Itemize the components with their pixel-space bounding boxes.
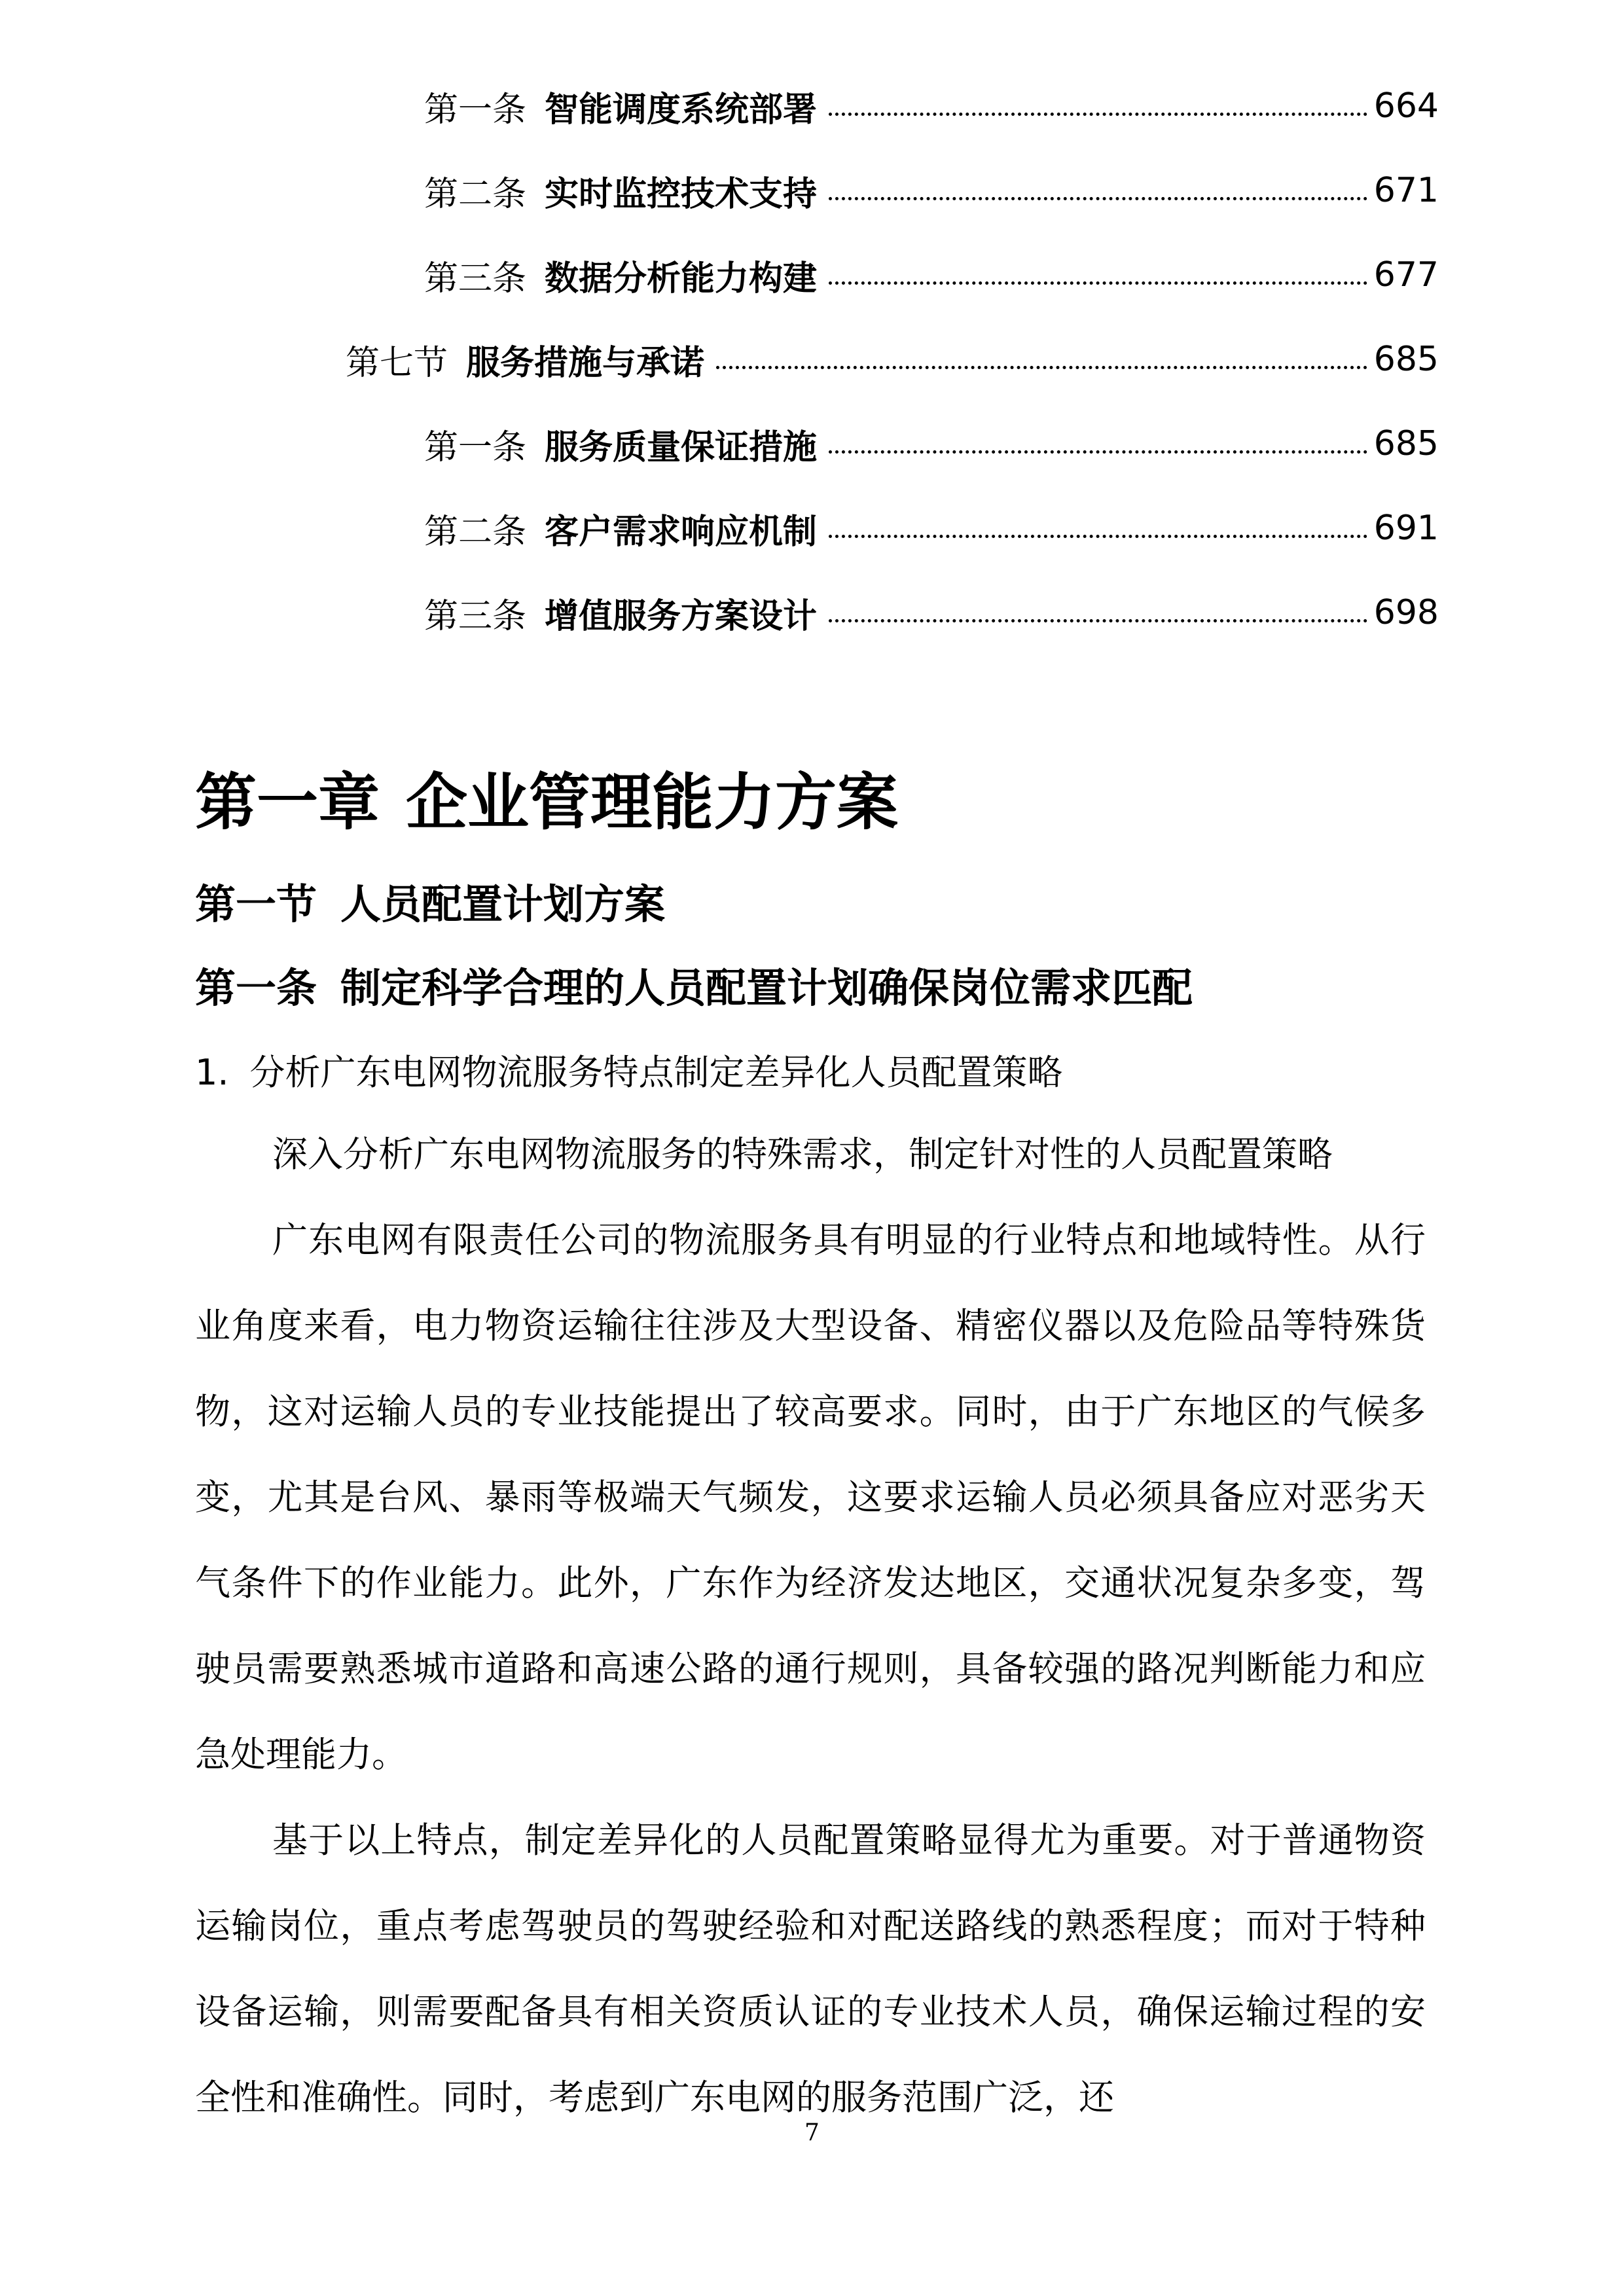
toc-entry[interactable] — [424, 164, 1439, 217]
toc-entry-number: 第一条 — [424, 427, 527, 467]
page-number: 7 — [804, 2119, 820, 2146]
toc-entry-title: 服务质量保证措施 — [545, 427, 818, 467]
subheading-title: 分析广东电网物流服务特点制定差异化人员配置策略 — [249, 1052, 1063, 1093]
toc-leader-dots — [829, 535, 1367, 538]
toc-entry[interactable] — [424, 249, 1439, 301]
toc-entry-title: 数据分析能力构建 — [545, 259, 818, 298]
toc-entry-title: 服务措施与承诺 — [466, 343, 705, 383]
subheading-number: 1. — [195, 1052, 229, 1093]
toc-entry-number: 第三条 — [424, 259, 527, 298]
toc-leader-dots — [829, 619, 1367, 622]
toc-entry-title: 增值服务方案设计 — [545, 596, 818, 636]
body-paragraph: 广东电网有限责任公司的物流服务具有明显的行业特点和地域特性。从行业角度来看，电力物资运输往往涉及大型设备、精密仪器以及危险品等特殊货物，这对运输人员的专业技能提出了较高要求。同时，由于广东地区的气候多变，尤其是台风、暴雨等极端天气频发，这要求运输人员必须具备应对恶劣天气条件下的作业能力。此外，广东作为经济发达地区，交通状况复杂多变，驾驶员需要熟悉城市道路和高速公路的通行规则，具备较强的路况判断能力和应急处理能力。 — [195, 1219, 1426, 1775]
toc-entry-page: 664 — [1373, 86, 1439, 126]
toc-entry[interactable] — [424, 586, 1439, 639]
section-heading — [195, 872, 665, 930]
toc-entry-page: 671 — [1373, 171, 1439, 210]
chapter-number: 第一章 — [195, 767, 380, 838]
section-number: 第一节 — [195, 880, 317, 928]
toc-entry-number: 第三条 — [424, 596, 527, 636]
subheading — [195, 1045, 1063, 1095]
body-paragraph: 基于以上特点，制定差异化的人员配置策略显得尤为重要。对于普通物资运输岗位，重点考虑驾驶员的驾驶经验和对配送路线的熟悉程度；而对于特种设备运输，则需要配备具有相关资质认证的专业技术人员，确保运输过程的安全性和准确性。同时，考虑到广东电网的服务范围广泛，还 — [195, 1820, 1426, 2118]
toc-entry-page: 698 — [1373, 593, 1439, 632]
toc-entry-title: 实时监控技术支持 — [545, 174, 818, 214]
toc-entry-number: 第二条 — [424, 174, 527, 214]
toc-entry[interactable] — [346, 333, 1439, 386]
chapter-title: 企业管理能力方案 — [406, 767, 899, 838]
article-number: 第一条 — [195, 964, 317, 1012]
toc-entry-page: 685 — [1373, 340, 1439, 379]
body-paragraph: 深入分析广东电网物流服务的特殊需求，制定针对性的人员配置策略 — [272, 1134, 1333, 1175]
toc-entry[interactable] — [424, 80, 1439, 132]
toc-entry-number: 第二条 — [424, 512, 527, 552]
toc-leader-dots — [716, 366, 1367, 369]
toc-entry-number: 第七节 — [346, 343, 448, 383]
toc-leader-dots — [829, 197, 1367, 200]
toc-entry-title: 客户需求响应机制 — [545, 512, 818, 552]
article-heading — [195, 956, 1193, 1014]
toc-entry-page: 685 — [1373, 424, 1439, 463]
toc-entry[interactable] — [424, 502, 1439, 554]
toc-leader-dots — [829, 281, 1367, 285]
toc-leader-dots — [829, 113, 1367, 116]
article-title: 制定科学合理的人员配置计划确保岗位需求匹配 — [340, 964, 1193, 1012]
section-title: 人员配置计划方案 — [340, 880, 666, 928]
toc-entry-number: 第一条 — [424, 90, 527, 130]
chapter-heading — [195, 753, 898, 841]
toc-entry-page: 691 — [1373, 509, 1439, 548]
toc-leader-dots — [829, 450, 1367, 454]
toc-entry-page: 677 — [1373, 255, 1439, 295]
toc-entry[interactable] — [424, 418, 1439, 470]
toc-entry-title: 智能调度系统部署 — [545, 90, 818, 130]
